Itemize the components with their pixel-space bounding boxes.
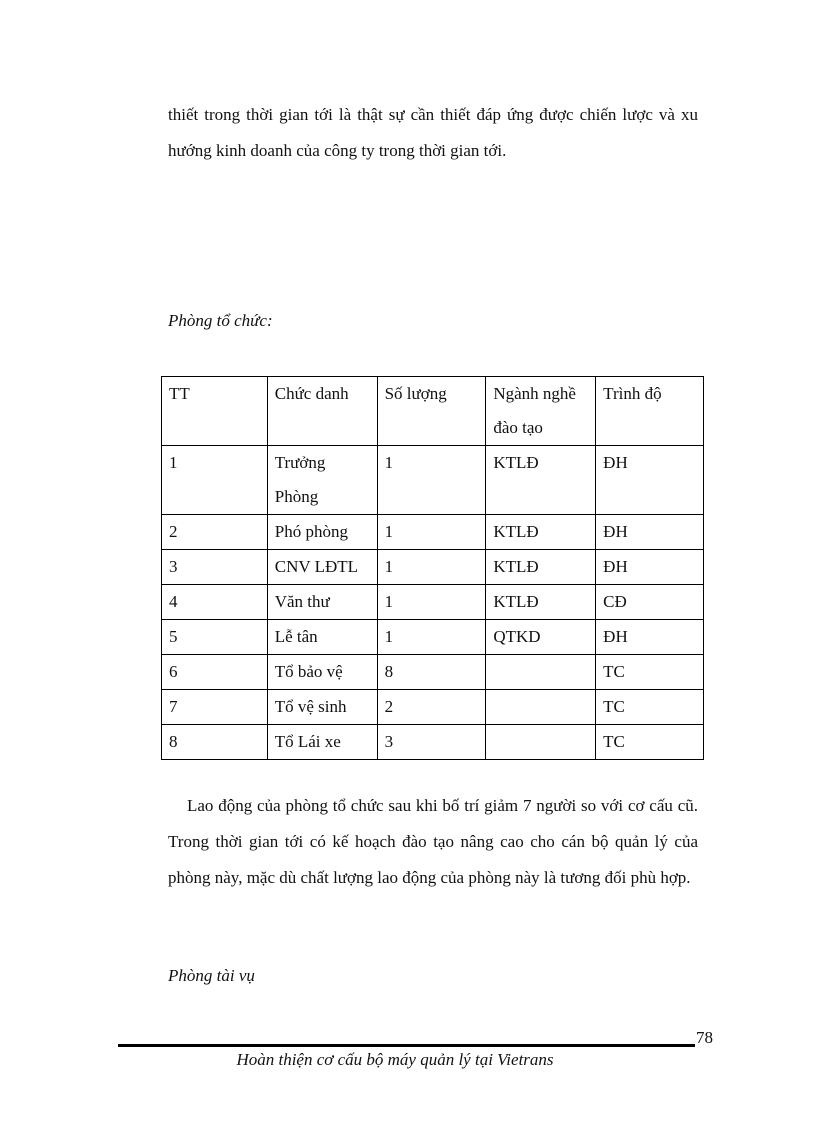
table-cell: 8 <box>162 725 268 760</box>
table-cell: CNV LĐTL <box>267 550 377 585</box>
table-cell: ĐH <box>596 515 704 550</box>
table-cell: 3 <box>162 550 268 585</box>
table-cell: 5 <box>162 620 268 655</box>
table-cell: 1 <box>377 446 486 515</box>
table-cell: Văn thư <box>267 585 377 620</box>
table-cell: TC <box>596 725 704 760</box>
table-header-cell: Trình độ <box>596 377 704 446</box>
table-cell: Tổ Lái xe <box>267 725 377 760</box>
table-cell: KTLĐ <box>486 515 596 550</box>
table-header-cell: Chức danh <box>267 377 377 446</box>
table-row <box>162 585 704 620</box>
table-cell: 3 <box>377 725 486 760</box>
page-number: 78 <box>696 1028 713 1047</box>
table-cell: 2 <box>377 690 486 725</box>
table-cell: Tổ bảo vệ <box>267 655 377 690</box>
section-heading-phong-tai-vu: Phòng tài vụ <box>168 966 255 985</box>
table-row <box>162 620 704 655</box>
table-cell: 8 <box>377 655 486 690</box>
table-cell: ĐH <box>596 550 704 585</box>
table-cell: 1 <box>162 446 268 515</box>
table-row <box>162 725 704 760</box>
table-header-cell: Ngành nghề đào tạo <box>486 377 596 446</box>
table-cell: Trưởng Phòng <box>267 446 377 515</box>
table-cell: CĐ <box>596 585 704 620</box>
table-row <box>162 550 704 585</box>
section-heading-phong-to-chuc: Phòng tổ chức: <box>168 311 273 330</box>
table-cell: KTLĐ <box>486 550 596 585</box>
table-cell <box>486 655 596 690</box>
table-row <box>162 446 704 515</box>
intro-paragraph: thiết trong thời gian tới là thật sự cần thiết đáp ứng được chiến lược và xu hướng kinh doanh của công ty trong thời gian tới. <box>168 105 698 160</box>
table-cell: Tổ vệ sinh <box>267 690 377 725</box>
table-cell: Phó phòng <box>267 515 377 550</box>
table-row <box>162 690 704 725</box>
footer-title: Hoàn thiện cơ cấu bộ máy quản lý tại Vietrans <box>236 1050 554 1069</box>
table-cell: TC <box>596 655 704 690</box>
footer-divider <box>118 1044 695 1047</box>
table-cell: KTLĐ <box>486 446 596 515</box>
table-cell <box>486 690 596 725</box>
table-cell <box>486 725 596 760</box>
table-cell: 6 <box>162 655 268 690</box>
table-cell: 1 <box>377 585 486 620</box>
table-cell: KTLĐ <box>486 585 596 620</box>
table-cell: 1 <box>377 550 486 585</box>
table-cell: 7 <box>162 690 268 725</box>
table-header-row <box>162 377 704 446</box>
table-cell: ĐH <box>596 446 704 515</box>
table-header-cell: Số lượng <box>377 377 486 446</box>
staff-table <box>161 376 704 760</box>
analysis-paragraph: Lao động của phòng tổ chức sau khi bố trí giảm 7 người so với cơ cấu cũ. Trong thời gian tới có kế hoạch đào tạo nâng cao cho cán bộ quản lý của phòng này, mặc dù chất lượng lao động của phòng này là tương đối phù hợp. <box>168 796 698 887</box>
table-header-cell: TT <box>162 377 268 446</box>
table-cell: 1 <box>377 620 486 655</box>
table-row <box>162 655 704 690</box>
table-cell: 4 <box>162 585 268 620</box>
table-cell: 2 <box>162 515 268 550</box>
table-cell: 1 <box>377 515 486 550</box>
table-row <box>162 515 704 550</box>
table-cell: Lễ tân <box>267 620 377 655</box>
table-cell: TC <box>596 690 704 725</box>
table-cell: ĐH <box>596 620 704 655</box>
table-cell: QTKD <box>486 620 596 655</box>
